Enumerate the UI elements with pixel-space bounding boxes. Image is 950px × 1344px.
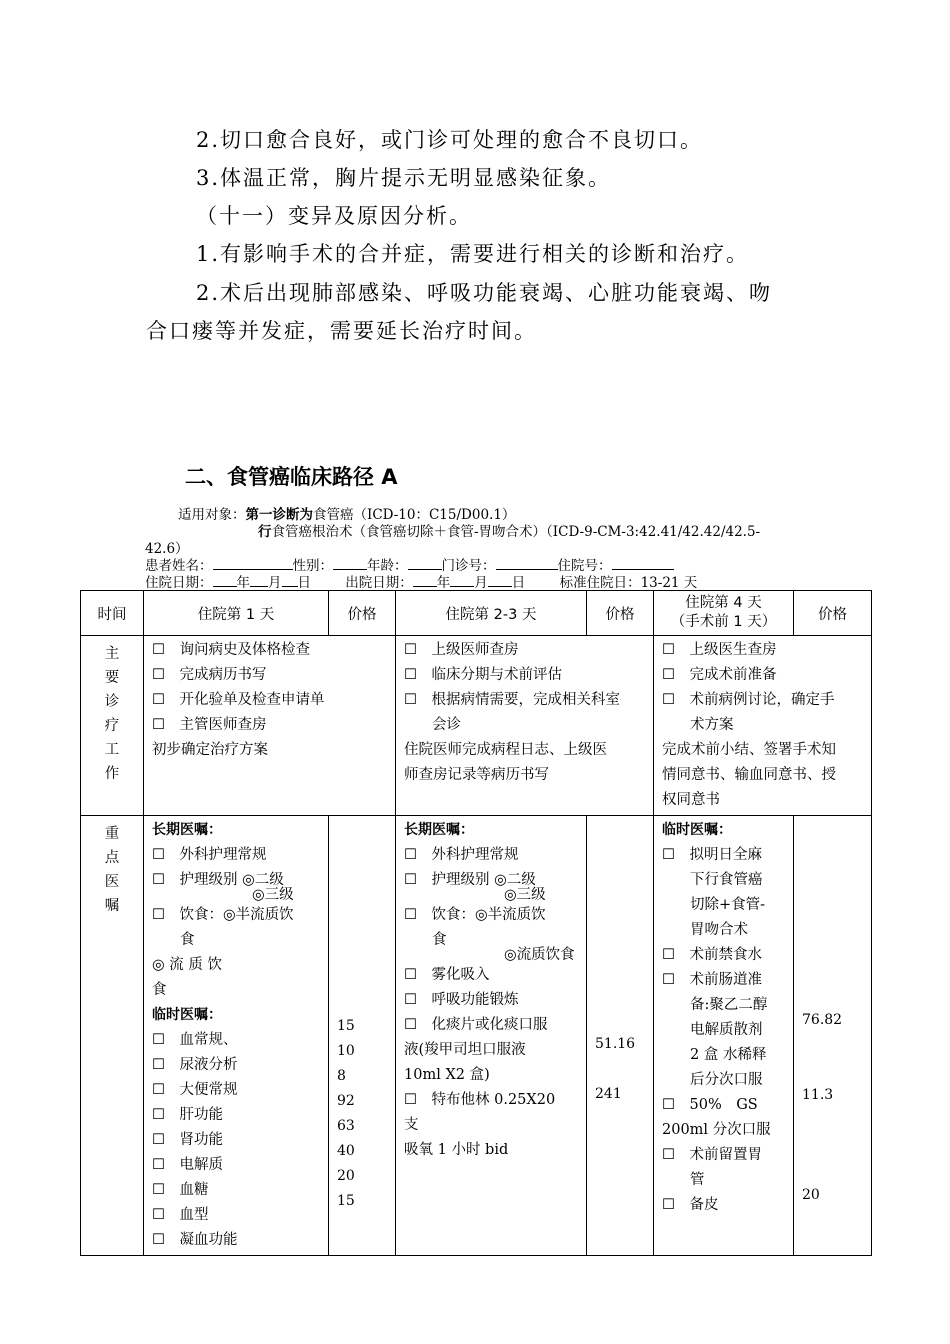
header-price1: 价格 [329, 591, 396, 636]
list-item: ☐ 护理级别 ◎二级 [404, 872, 536, 888]
row-label-char: 重 [104, 826, 120, 842]
list-item: 会诊 [432, 717, 461, 733]
list-item: ☐ 化痰片或化痰口服 [404, 1017, 548, 1033]
list-item: 食 [152, 982, 167, 998]
main-work-day2-3 [396, 636, 654, 816]
list-item: ☐ 血型 [152, 1207, 209, 1223]
list-item: ☐ 电解质 [152, 1157, 223, 1173]
list-item: 后分次口服 [690, 1072, 763, 1088]
paragraph-6: 合口瘘等并发症，需要延长治疗时间。 [146, 319, 537, 343]
row-label-char: 诊 [104, 694, 120, 710]
price-value: 20 [337, 1168, 355, 1184]
procedure-text: 食管癌根治术（食管癌切除＋食管-胃吻合术）（ICD-9-CM-3:42.41/42.42/42.5- [271, 524, 761, 540]
list-item: 下行食管癌 [690, 872, 763, 888]
list-item: 食 [432, 932, 447, 948]
list-item: ☐ 术前留置胃 [662, 1147, 762, 1163]
list-item: ☐ 备皮 [662, 1197, 719, 1213]
list-item: ☐ 术前肠道准 [662, 972, 762, 988]
list-item: ☐ 肾功能 [152, 1132, 223, 1148]
price-value: 20 [802, 1187, 820, 1203]
list-item: ☐ 术前禁食水 [662, 947, 762, 963]
admit-date-label: 住院日期： [145, 575, 213, 591]
header-time: 时间 [81, 591, 144, 636]
clinical-pathway-table [80, 590, 872, 1256]
list-item: ☐ 饮食：◎半流质饮 [404, 907, 546, 923]
price-value: 241 [595, 1086, 622, 1102]
procedure-line [258, 520, 760, 540]
procedure-continued: 42.6） [145, 541, 189, 557]
list-item: ☐ 血常规、 [152, 1032, 238, 1048]
header-price2: 价格 [587, 591, 654, 636]
price-value: 8 [337, 1068, 346, 1084]
paragraph-2: 3.体温正常，胸片提示无明显感染征象。 [196, 166, 612, 190]
year-label: 年 [436, 575, 451, 591]
price-value: 15 [337, 1193, 355, 1209]
list-item: ☐ 护理级别 ◎二级 [152, 872, 284, 888]
list-item: 完成术前小结、签署手术知 [662, 742, 836, 758]
key-orders-row [81, 816, 872, 1256]
key-orders-price3 [794, 816, 872, 1256]
header-day1: 住院第 1 天 [144, 591, 329, 636]
list-item: 食 [180, 932, 195, 948]
row-label-char: 嘱 [104, 898, 120, 914]
year-label: 年 [236, 575, 250, 591]
sex-label: 性别： [292, 558, 333, 574]
row-label-char: 点 [104, 850, 120, 866]
list-item: ☐ 尿液分析 [152, 1057, 238, 1073]
key-orders-price2 [587, 816, 654, 1256]
list-item: ◎ 流 质 饮 [152, 957, 222, 973]
patient-name-label: 患者姓名： [145, 558, 213, 574]
list-item: ☐ 特布他林 0.25X20 [404, 1092, 556, 1108]
main-work-row [81, 636, 872, 816]
row-label-char: 作 [104, 766, 120, 782]
list-item: ☐ 大便常规 [152, 1082, 238, 1098]
list-item: ☐ 根据病情需要，完成相关科室 [404, 692, 620, 708]
row-label-char: 要 [104, 670, 120, 686]
list-item: ☐ 凝血功能 [152, 1232, 238, 1248]
list-item: ☐ 雾化吸入 [404, 967, 490, 983]
list-item: ☐ 饮食：◎半流质饮 [152, 907, 294, 923]
list-item: ◎三级 [252, 887, 294, 903]
list-item: ☐ 术前病例讨论，确定手 [662, 692, 835, 708]
price-value: 51.16 [595, 1036, 636, 1052]
price-value: 92 [337, 1093, 355, 1109]
list-item: ◎三级 [504, 887, 546, 903]
list-item: 权同意书 [662, 792, 720, 808]
inpatient-no-label: 住院号： [557, 558, 612, 574]
list-item: ☐ 完成病历书写 [152, 667, 267, 683]
list-item: ◎流质饮食 [504, 947, 575, 963]
key-orders-day1 [144, 816, 329, 1256]
price-value: 15 [337, 1018, 355, 1034]
key-orders-day4 [654, 816, 794, 1256]
header-price3: 价格 [794, 591, 872, 636]
procedure-bold: 行 [258, 524, 272, 540]
list-item: 电解质散剂 [690, 1022, 763, 1038]
price-value: 40 [337, 1143, 355, 1159]
row-label-char: 医 [104, 874, 120, 890]
list-item: ☐ 呼吸功能锻炼 [404, 992, 519, 1008]
list-item: 切除+食管- [690, 897, 766, 913]
list-item: ☐ 完成术前准备 [662, 667, 777, 683]
row-label-char: 工 [104, 742, 120, 758]
main-work-day4 [654, 636, 872, 816]
paragraph-5: 2.术后出现肺部感染、呼吸功能衰竭、心脏功能衰竭、吻 [196, 281, 773, 305]
main-work-label [81, 636, 144, 816]
list-item: 情同意书、输血同意书、授 [662, 767, 836, 783]
diagnosis-bold: 第一诊断为 [245, 507, 313, 523]
list-item: ☐ 血糖 [152, 1182, 209, 1198]
list-item: ☐ 外科护理常规 [152, 847, 267, 863]
main-work-day1 [144, 636, 396, 816]
header-day2-3: 住院第 2-3 天 [396, 591, 587, 636]
list-item: ☐ 上级医生查房 [662, 642, 777, 658]
list-item: ☐ 外科护理常规 [404, 847, 519, 863]
list-item: ☐ 询问病史及体格检查 [152, 642, 310, 658]
month-label: 月 [474, 575, 488, 591]
price-value: 10 [337, 1043, 355, 1059]
dates-line [145, 571, 697, 591]
month-label: 月 [268, 575, 282, 591]
list-item: ☐ 临床分期与术前评估 [404, 667, 562, 683]
standard-stay: 标准住院日：13-21 天 [559, 575, 698, 591]
section-title: 二、食管癌临床路径 A [185, 465, 398, 489]
key-orders-day2-3 [396, 816, 587, 1256]
temporary-orders-title: 临时医嘱： [152, 1007, 222, 1023]
clinic-no-label: 门诊号： [441, 558, 496, 574]
list-item: ☐ 主管医师查房 [152, 717, 267, 733]
list-item: 术方案 [690, 717, 734, 733]
price-value: 63 [337, 1118, 355, 1134]
list-item: 2 盒 水稀释 [690, 1047, 767, 1063]
list-item: 200ml 分次口服 [662, 1122, 771, 1138]
diagnosis-text: 食管癌（ICD-10：C15/D00.1） [313, 507, 516, 523]
long-term-orders-title: 长期医嘱： [404, 822, 474, 838]
key-orders-price1 [329, 816, 396, 1256]
list-item: 10ml X2 盒) [404, 1067, 490, 1083]
table-header-row [81, 591, 872, 636]
list-item: 住院医师完成病程日志、上级医 [404, 742, 607, 758]
paragraph-4: 1.有影响手术的合并症，需要进行相关的诊断和治疗。 [196, 242, 750, 266]
day-label: 日 [511, 575, 526, 591]
list-item: 管 [690, 1172, 705, 1188]
paragraph-3: （十一）变异及原因分析。 [196, 204, 472, 228]
header-day4-line2: （手术前 1 天） [670, 614, 777, 630]
row-label-char: 疗 [104, 718, 120, 734]
list-item: 备:聚乙二醇 [690, 997, 768, 1013]
long-term-orders-title: 长期医嘱： [152, 822, 222, 838]
list-item: 师查房记录等病历书写 [404, 767, 549, 783]
age-label: 年龄： [367, 558, 408, 574]
applicable-label: 适用对象： [178, 507, 246, 523]
temporary-orders-title: 临时医嘱： [662, 822, 732, 838]
row-label-char: 主 [104, 646, 120, 662]
header-day4-line1: 住院第 4 天 [685, 595, 762, 611]
paragraph-1: 2.切口愈合良好，或门诊可处理的愈合不良切口。 [196, 128, 704, 152]
list-item: 初步确定治疗方案 [152, 742, 268, 758]
list-item: ☐ 肝功能 [152, 1107, 223, 1123]
header-day4 [654, 591, 794, 636]
list-item: ☐ 50% GS [662, 1097, 758, 1113]
day-label: 日 [297, 575, 311, 591]
price-value: 11.3 [802, 1087, 834, 1103]
price-value: 76.82 [802, 1012, 843, 1028]
list-item: 胃吻合术 [690, 922, 748, 938]
discharge-date-label: 出院日期： [345, 575, 413, 591]
list-item: ☐ 拟明日全麻 [662, 847, 762, 863]
list-item: ☐ 开化验单及检查申请单 [152, 692, 325, 708]
list-item: ☐ 上级医师查房 [404, 642, 519, 658]
list-item: 吸氧 1 小时 bid [404, 1142, 509, 1158]
list-item: 支 [404, 1117, 419, 1133]
list-item: 液(羧甲司坦口服液 [404, 1042, 526, 1058]
key-orders-label [81, 816, 144, 1256]
